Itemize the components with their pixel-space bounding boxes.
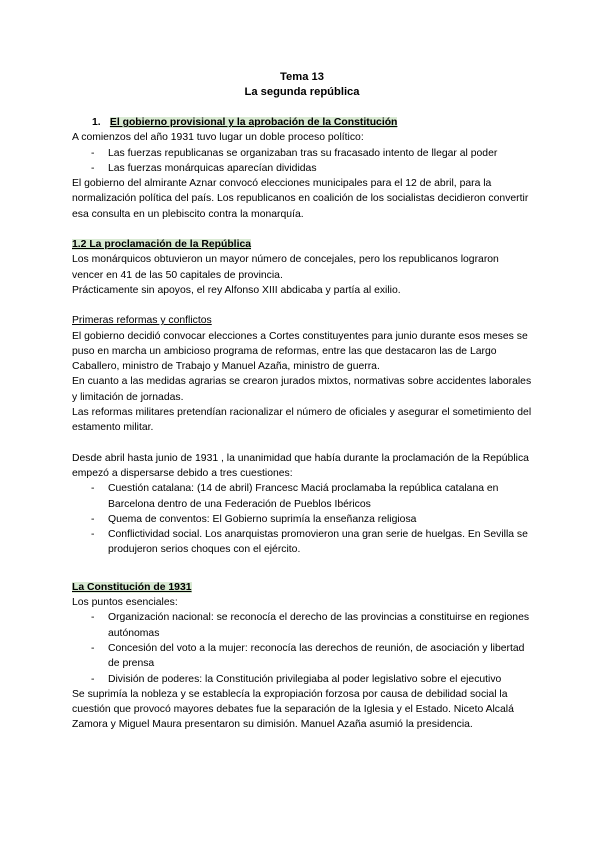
title-line-1: Tema 13 bbox=[280, 71, 324, 83]
section-3-paragraph-3: Las reformas militares pretendían racionalizar el número de oficiales y asegurar el sometimiento del estamento militar. bbox=[72, 407, 532, 434]
section-2-heading bbox=[72, 237, 532, 252]
section-4-intro: Los puntos esenciales: bbox=[72, 597, 178, 609]
list-item: - Cuestión catalana: (14 de abril) Francesc Maciá proclamaba la república catalana en Barcelona dentro de una Federación de Pueblos Ibéricos bbox=[72, 481, 532, 512]
section-4-heading bbox=[72, 580, 532, 595]
section-2-paragraph-2: Prácticamente sin apoyos, el rey Alfonso XIII abdicaba y partía al exilio. bbox=[72, 284, 401, 296]
section-4-list bbox=[72, 610, 532, 686]
list-item: - Conflictividad social. Los anarquistas promovieron una gran serie de huelgas. En Sevilla se produjeron serios choques con el ejército. bbox=[72, 527, 532, 558]
section-3-paragraph-4: Desde abril hasta junio de 1931 , la unanimidad que había durante la proclamación de la República empezó a dispersarse debido a tres cuestiones: bbox=[72, 452, 529, 479]
title-line-2: La segunda república bbox=[244, 86, 360, 98]
section-1-intro: A comienzos del año 1931 tuvo lugar un doble proceso político: bbox=[72, 132, 364, 144]
section-3-paragraph-1: El gobierno decidió convocar elecciones a Cortes constituyentes para junio durante esos meses se puso en marcha un ambicioso programa de reformas, entre las que destacaron las de Largo Caballero, ministro de Trabajo y Manuel Azaña, ministro de guerra. bbox=[72, 330, 528, 373]
document-title bbox=[72, 70, 532, 100]
document-page bbox=[72, 70, 532, 733]
list-item: - Organización nacional: se reconocía el derecho de las provincias a constituirse en regiones autónomas bbox=[72, 610, 532, 641]
section-3-list bbox=[72, 481, 532, 557]
section-3-heading: Primeras reformas y conflictos bbox=[72, 315, 212, 327]
list-item: - Concesión del voto a la mujer: reconocía las derechos de reunión, de asociación y libertad de prensa bbox=[72, 641, 532, 672]
section-3-paragraph-2: En cuanto a las medidas agrarias se crearon jurados mixtos, normativas sobre accidentes laborales y limitación de jornadas. bbox=[72, 376, 532, 403]
section-1-list bbox=[72, 146, 532, 177]
section-1-number: 1. bbox=[92, 117, 101, 128]
section-4-title: La Constitución de 1931 bbox=[72, 581, 192, 593]
section-1-heading bbox=[72, 115, 532, 130]
section-2-title: 1.2 La proclamación de la República bbox=[72, 239, 252, 251]
section-4-paragraph: Se suprimía la nobleza y se establecía la expropiación forzosa por causa de debilidad social la cuestión que provocó mayores debates fue la separación de la Iglesia y el Estado. Niceto Alcalá Zamora y Miguel Maura presentaron su dimisión. Manuel Azaña asumió la presidencia. bbox=[72, 688, 514, 731]
section-2-paragraph-1: Los monárquicos obtuvieron un mayor número de concejales, pero los republicanos lograron vencer en 41 de las 50 capitales de provincia. bbox=[72, 254, 499, 281]
list-item: - División de poderes: la Constitución privilegiaba al poder legislativo sobre el ejecutivo bbox=[72, 672, 532, 687]
section-1-paragraph: El gobierno del almirante Aznar convocó elecciones municipales para el 12 de abril, para la normalización política del país. Los republicanos en coalición de los socialistas decidieron convertir esa consulta en un plebiscito contra la monarquía. bbox=[72, 178, 529, 220]
section-1-title: El gobierno provisional y la aprobación de la Constitución bbox=[109, 117, 398, 128]
list-item: - Las fuerzas republicanas se organizaban tras su fracasado intento de llegar al poder bbox=[72, 146, 532, 161]
list-item: - Quema de conventos: El Gobierno suprimía la enseñanza religiosa bbox=[72, 512, 532, 527]
list-item: - Las fuerzas monárquicas aparecían divididas bbox=[72, 161, 532, 176]
